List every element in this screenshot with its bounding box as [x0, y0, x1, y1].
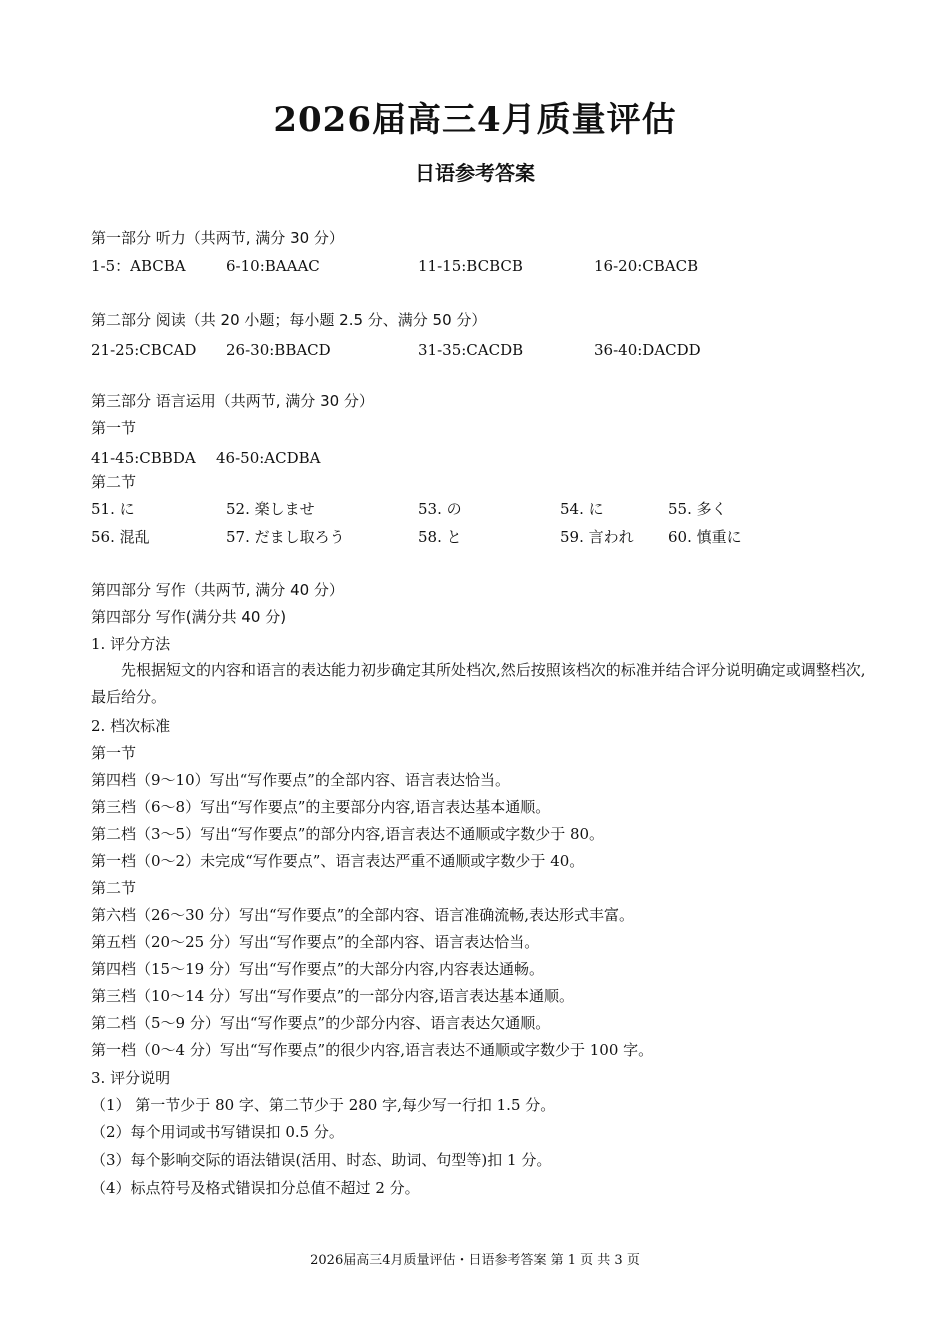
- note-item: （2）每个用词或书写错误扣 0.5 分。: [91, 1123, 344, 1141]
- level-item: 第五档（20～25 分）写出“写作要点”的全部内容、语言表达恰当。: [91, 933, 540, 951]
- fill-answer: 57. だまし取ろう: [226, 528, 345, 546]
- level-item: 第四档（9～10）写出“写作要点”的全部内容、语言表达恰当。: [91, 771, 510, 789]
- level-item: 第四档（15～19 分）写出“写作要点”的大部分内容,内容表达通畅。: [91, 960, 545, 978]
- notes-label: 3. 评分说明: [91, 1069, 171, 1087]
- note-item: （4）标点符号及格式错误扣分总值不超过 2 分。: [91, 1179, 420, 1197]
- part2-heading: 第二部分 阅读（共 20 小题；每小题 2.5 分、满分 50 分）: [91, 311, 487, 329]
- level-item: 第三档（6～8）写出“写作要点”的主要部分内容,语言表达基本通顺。: [91, 798, 551, 816]
- answer-group: 16-20:CBACB: [594, 257, 699, 275]
- method-label: 1. 评分方法: [91, 635, 171, 653]
- part4-heading: 第四部分 写作（共两节, 满分 40 分）: [91, 581, 344, 599]
- document-title: 2026届高三4月质量评估: [273, 100, 677, 140]
- level-item: 第二档（3～5）写出“写作要点”的部分内容,语言表达不通顺或字数少于 80。: [91, 825, 605, 843]
- level-item: 第三档（10～14 分）写出“写作要点”的一部分内容,语言表达基本通顺。: [91, 987, 575, 1005]
- document-subtitle: 日语参考答案: [415, 161, 535, 185]
- fill-answer: 54. に: [560, 500, 604, 518]
- level-item: 第二档（5～9 分）写出“写作要点”的少部分内容、语言表达欠通顺。: [91, 1014, 551, 1032]
- answer-group: 11-15:BCBCB: [418, 257, 523, 275]
- level-item: 第六档（26～30 分）写出“写作要点”的全部内容、语言准确流畅,表达形式丰富。: [91, 906, 635, 924]
- answer-group: 6-10:BAAAC: [226, 257, 320, 275]
- answer-group: 46-50:ACDBA: [216, 449, 321, 467]
- note-item: （1） 第一节少于 80 字、第二节少于 280 字,每少写一行扣 1.5 分。: [91, 1096, 556, 1114]
- section-label: 第一节: [91, 744, 137, 762]
- note-item: （3）每个影响交际的语法错误(活用、时态、助词、句型等)扣 1 分。: [91, 1151, 552, 1169]
- fill-answer: 55. 多く: [668, 500, 727, 518]
- fill-answer: 52. 楽しませ: [226, 500, 315, 518]
- part3-heading: 第三部分 语言运用（共两节, 满分 30 分）: [91, 392, 374, 410]
- section-label: 第一节: [91, 419, 137, 437]
- part4-heading-alt: 第四部分 写作(满分共 40 分): [91, 608, 287, 626]
- method-text: 先根据短文的内容和语言的表达能力初步确定其所处档次,然后按照该档次的标准并结合评分说明确定或调整档次,最后给分。: [91, 661, 866, 706]
- section-label: 第二节: [91, 473, 137, 491]
- standard-label: 2. 档次标准: [91, 717, 171, 735]
- fill-answer: 51. に: [91, 500, 135, 518]
- answer-group: 26-30:BBACD: [226, 341, 331, 359]
- level-item: 第一档（0～4 分）写出“写作要点”的很少内容,语言表达不通顺或字数少于 100 字。: [91, 1041, 654, 1059]
- answer-group: 41-45:CBBDA: [91, 449, 196, 467]
- fill-answer: 60. 慎重に: [668, 528, 742, 546]
- page-footer: 2026届高三4月质量评估・日语参考答案 第 1 页 共 3 页: [310, 1253, 640, 1268]
- fill-answer: 59. 言われ: [560, 528, 634, 546]
- section-label: 第二节: [91, 879, 137, 897]
- answer-group: 31-35:CACDB: [418, 341, 524, 359]
- answer-group: 36-40:DACDD: [594, 341, 701, 359]
- fill-answer: 53. の: [418, 500, 462, 518]
- fill-answer: 56. 混乱: [91, 528, 150, 546]
- fill-answer: 58. と: [418, 528, 462, 546]
- part1-heading: 第一部分 听力（共两节, 满分 30 分）: [91, 229, 344, 247]
- answer-group: 1-5：ABCBA: [91, 257, 186, 275]
- level-item: 第一档（0～2）未完成“写作要点”、语言表达严重不通顺或字数少于 40。: [91, 852, 585, 870]
- answer-group: 21-25:CBCAD: [91, 341, 197, 359]
